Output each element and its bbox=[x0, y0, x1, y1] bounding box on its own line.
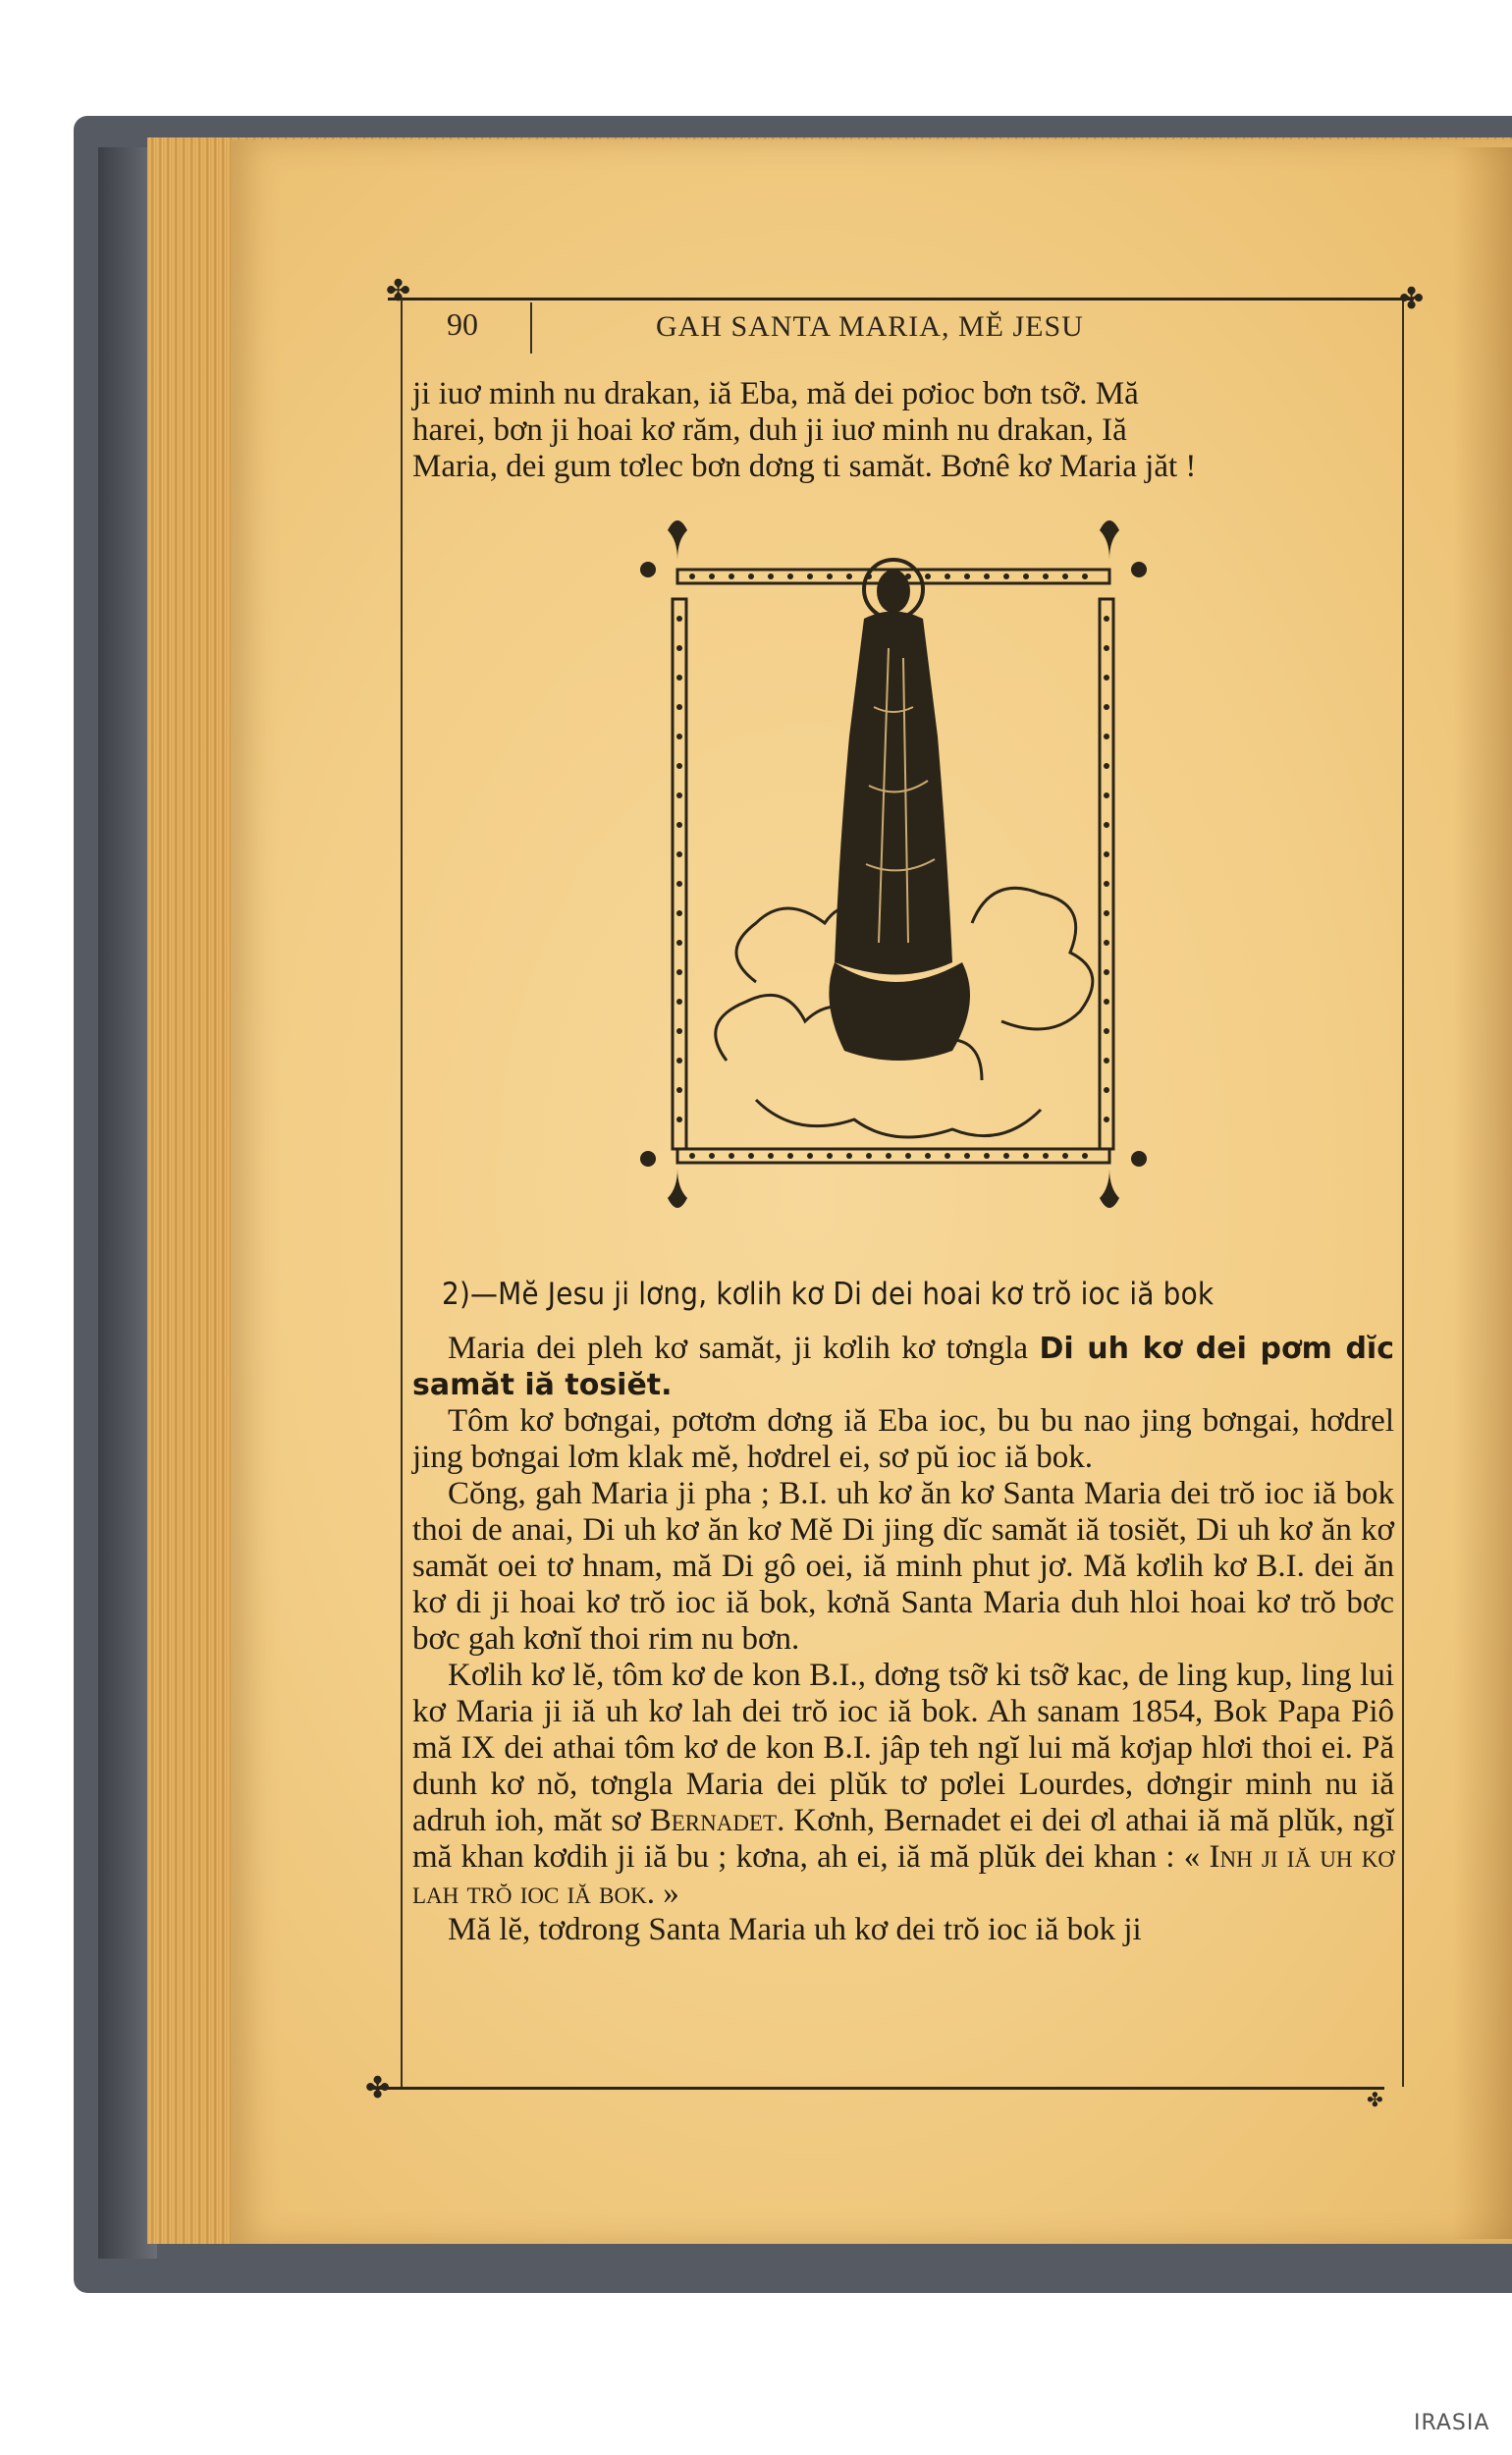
frame-right-rule bbox=[1402, 298, 1404, 2087]
watermark: IRASIA bbox=[1414, 2411, 1490, 2435]
section-heading: 2)—Mĕ Jesu ji lơng, kơlih kơ Di dei hoai kơ trŏ ioc iă bok bbox=[442, 1277, 1215, 1312]
p4-name: Bernadet bbox=[649, 1803, 778, 1838]
frame-bottom-rule bbox=[373, 2087, 1384, 2090]
fleuron-top-right-icon: ✤ bbox=[1399, 282, 1425, 316]
intro-paragraph bbox=[412, 376, 1394, 485]
p4-quote: Inh ji iă uh kơ lah trŏ ioc iă bok. bbox=[412, 1839, 1394, 1911]
intro-line: harei, bơn ji hoai kơ răm, duh ji iuơ minh nu drakan, Iă bbox=[412, 412, 1127, 448]
fleuron-top-left-icon: ✤ bbox=[386, 274, 411, 308]
body-paragraph: Mă lĕ, tơdrong Santa Maria uh kơ dei trŏ ioc iă bok ji bbox=[448, 1912, 1142, 1947]
body-paragraph bbox=[412, 1331, 1394, 1403]
p4-text: Kơlih kơ lĕ, tôm kơ de kon B.I., dơng tsỡ ki tsỡ kac, de ling kup, ling lui kơ Maria ji iă uh kơ lah dei trŏ ioc iă bok. Ah sanam 1854, Bok Papa Piô mă IX dei athai tôm kơ de kon B.I. jâp teh ngĭ lui mă kơjap hlơi thoi ei. Pă dunh kơ nŏ, tơngla Maria dei plŭk tơ pơlei Lourdes, dơngir minh nu iă adruh ioh, măt sơ bbox=[412, 1658, 1394, 1838]
page-number: 90 bbox=[447, 306, 478, 342]
p4-text-cont: . Kơnh, Bernadet ei dei ơl athai iă mă plŭk, ngĭ mă khan kơdih ji iă bu ; kơna, ah ei, iă mă plŭk dei khan : « bbox=[412, 1803, 1394, 1875]
p1-text: Maria dei pleh kơ samăt, ji kơlih kơ tơngla bbox=[448, 1331, 1040, 1366]
running-title: GAH SANTA MARIA, MĔ JESU bbox=[656, 310, 1084, 343]
frame-top-rule bbox=[388, 298, 1414, 300]
page-gutter-shadow bbox=[1453, 147, 1512, 2239]
intro-line: ji iuơ minh nu drakan, iă Eba, mă dei pơioc bơn tsỡ. Mă bbox=[412, 376, 1139, 411]
body-paragraph: Cŏng, gah Maria ji pha ; B.I. uh kơ ăn kơ Santa Maria dei trŏ ioc iă bok thoi de anai, Di uh kơ ăn kơ Mĕ Di jing dĭc samăt iă tosiĕt, Di uh kơ ăn kơ samăt oei tơ hnam, mă Di gô oei, iă minh phut jơ. Mă kơlih kơ B.I. dei ăn kơ di ji hoai kơ trŏ ioc iă bok, kơnă Santa Maria duh hloi hoai kơ trŏ bơc bơc gah kơnĭ thoi rim nu bơn. bbox=[412, 1476, 1394, 1657]
fleuron-bottom-left-icon: ✤ bbox=[365, 2071, 391, 2105]
body-paragraph: Tôm kơ bơngai, pơtơm dơng iă Eba ioc, bu bu nao jing bơngai, hơdrel jing bơngai lơm klak mĕ, hơdrel ei, sơ pŭ ioc iă bok. bbox=[412, 1403, 1394, 1475]
p4-text-end: » bbox=[654, 1876, 679, 1911]
fleuron-bottom-right-icon: ✤ bbox=[1367, 2088, 1383, 2111]
madonna-engraving-icon bbox=[609, 511, 1178, 1223]
p1-bold-text: Di uh kơ dei pơm dĭc samăt iă tosiĕt. bbox=[412, 1332, 1394, 1402]
header-separator bbox=[530, 302, 532, 354]
intro-line: Maria, dei gum tơlec bơn dơng ti samăt. Bơnê kơ Maria jăt ! bbox=[412, 449, 1197, 484]
frame-left-rule bbox=[401, 298, 403, 2087]
body-text bbox=[412, 1331, 1394, 1948]
body-paragraph bbox=[412, 1658, 1394, 1912]
